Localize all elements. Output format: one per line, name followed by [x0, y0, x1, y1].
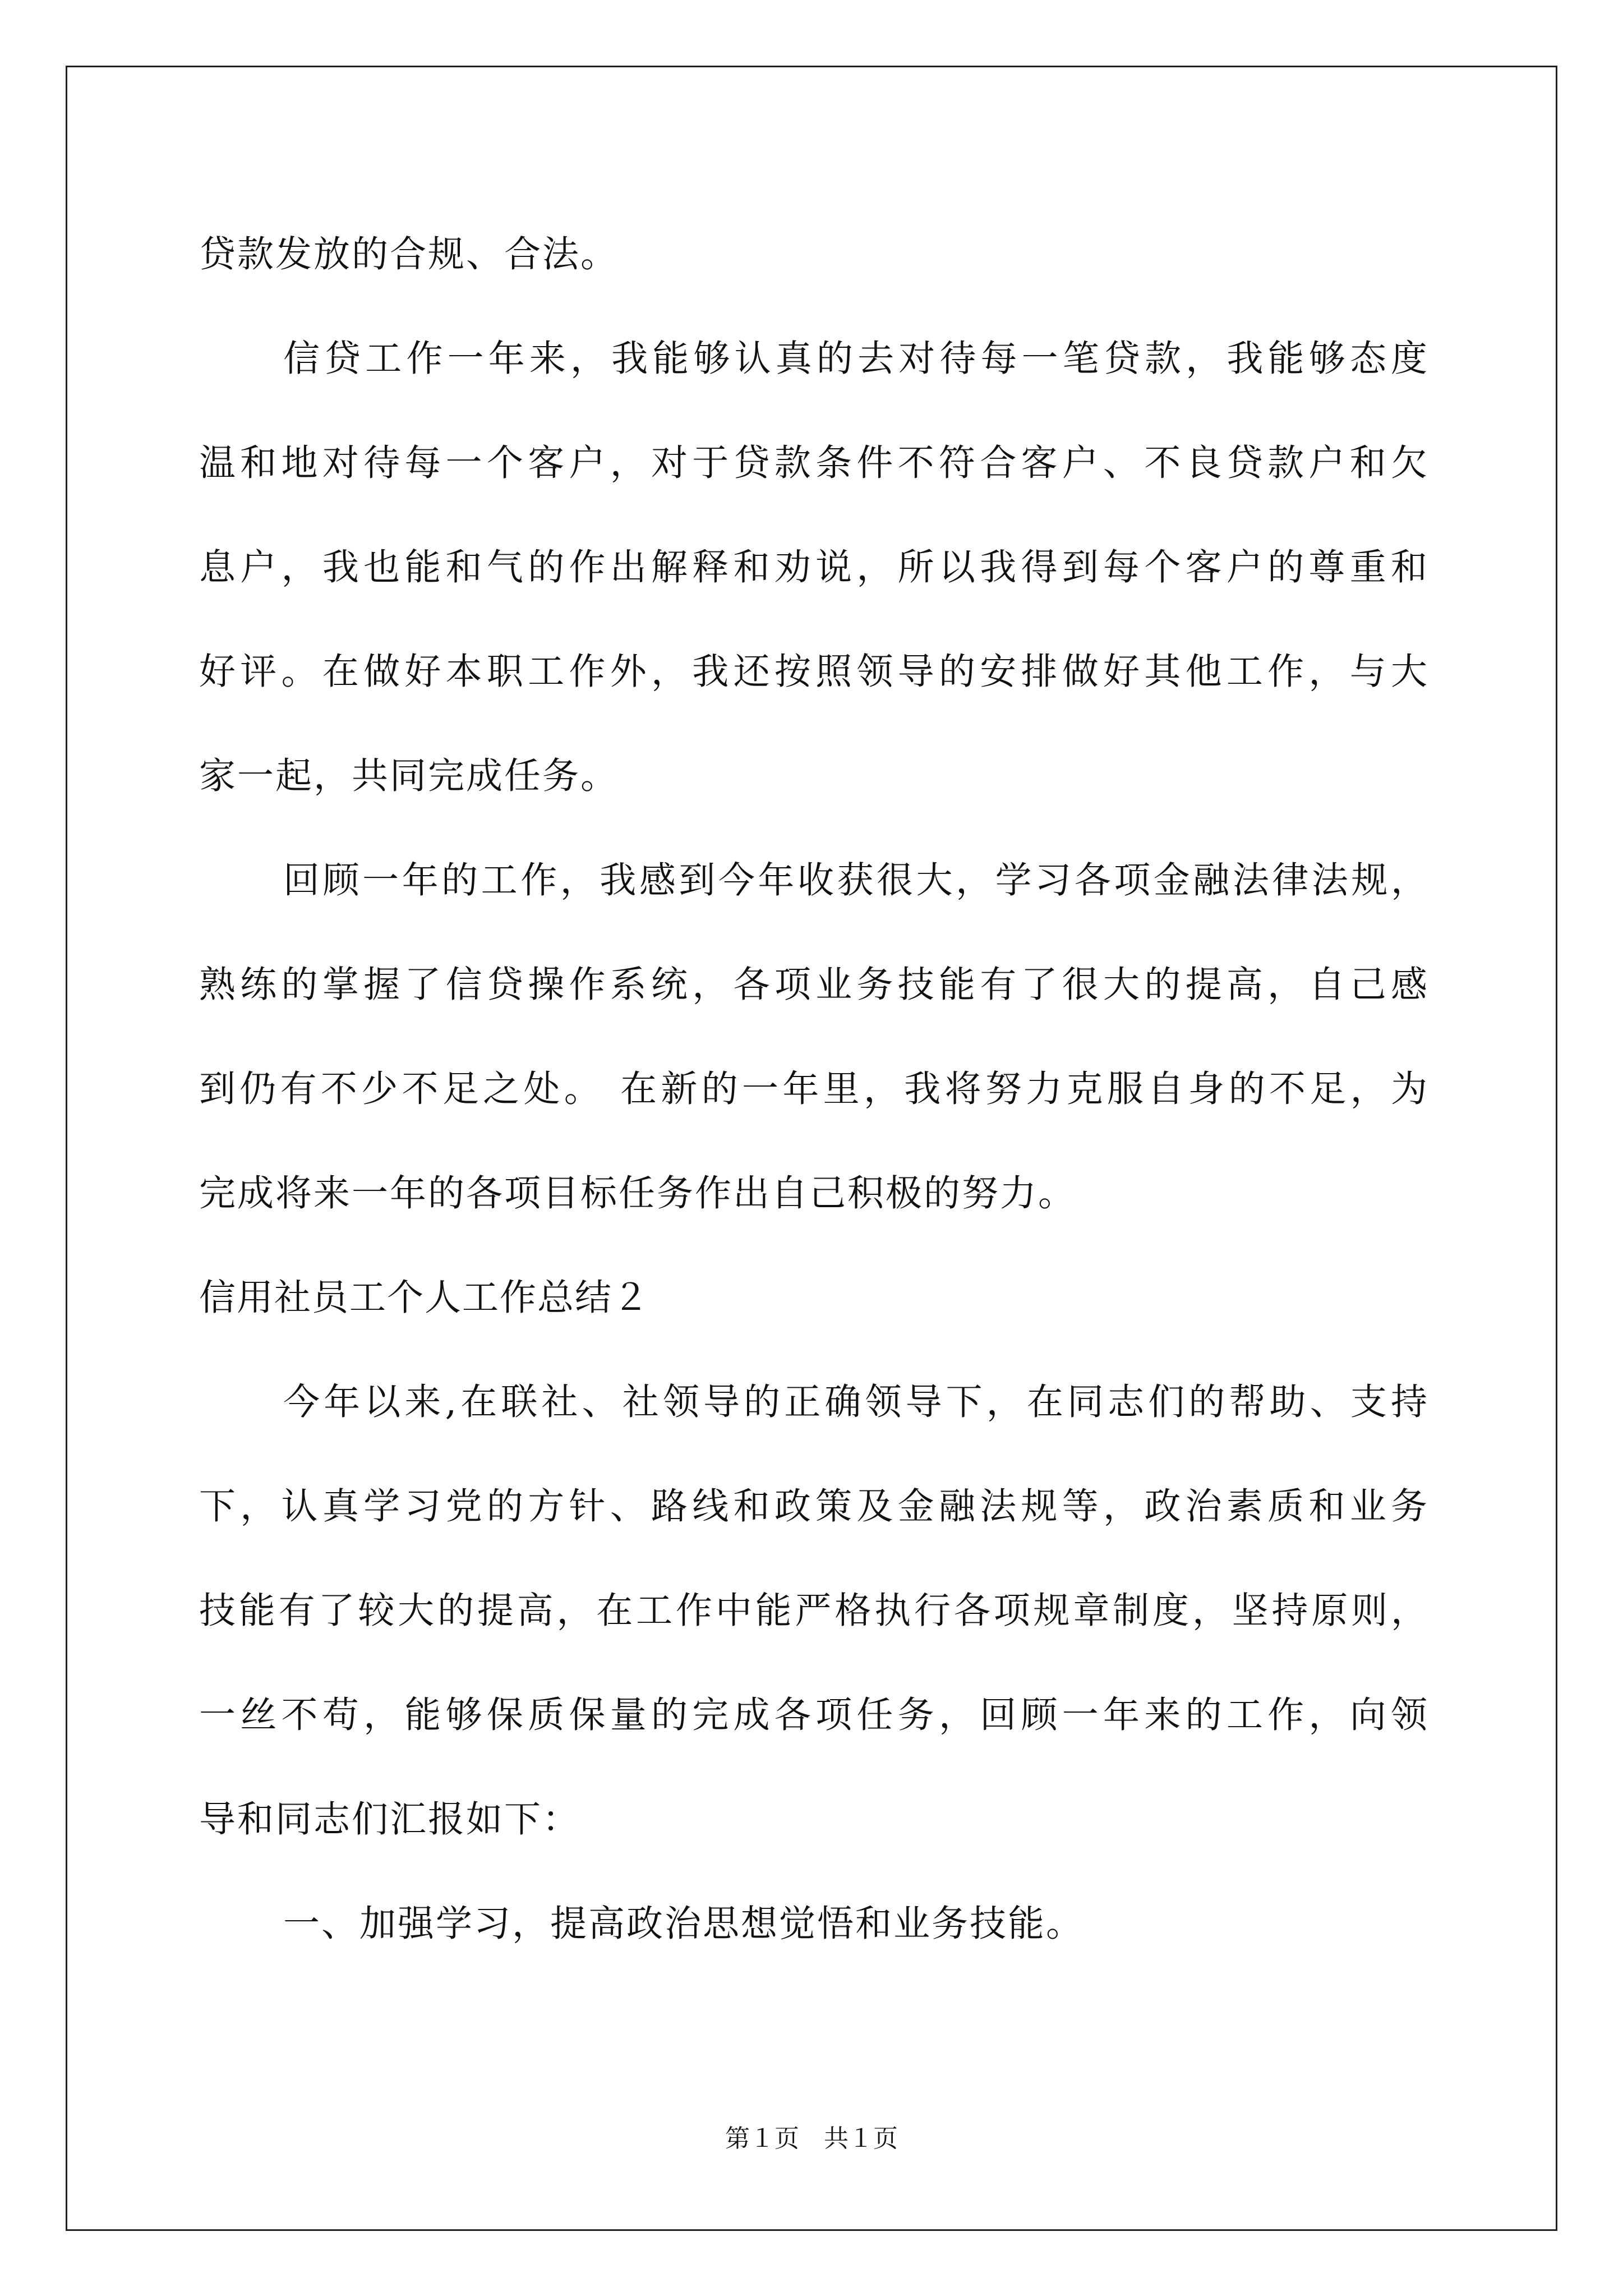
- text-line: 导和同志们汇报如下：: [199, 1798, 581, 1841]
- text-line: 技能有了较大的提高，在工作中能严格执行各项规章制度，坚持原则，: [199, 1590, 1427, 1632]
- text-line: 下，认真学习党的方针、路线和政策及金融法规等，政治素质和业务: [199, 1485, 1427, 1527]
- text-line: 家一起，共同完成任务。: [199, 755, 619, 797]
- text-line: 温和地对待每一个客户，对于贷款条件不符合客户、不良贷款户和欠: [199, 442, 1427, 484]
- text-line: 息户，我也能和气的作出解释和劝说，所以我得到每个客户的尊重和: [199, 546, 1427, 588]
- text-line: 好评。在做好本职工作外，我还按照领导的安排做好其他工作，与大: [199, 651, 1427, 693]
- text-line: 熟练的掌握了信贷操作系统，各项业务技能有了很大的提高，自己感: [199, 964, 1427, 1006]
- page-footer: 第１页 共１页: [725, 2124, 898, 2153]
- section-heading: 信用社员工个人工作总结２: [199, 1277, 651, 1319]
- text-line: 今年以来,在联社、社领导的正确领导下，在同志们的帮助、支持: [283, 1381, 1427, 1423]
- text-line: 完成将来一年的各项目标任务作出自己积极的努力。: [199, 1172, 1077, 1214]
- text-line: 一丝不苟，能够保质保量的完成各项任务，回顾一年来的工作，向领: [199, 1694, 1427, 1736]
- text-line: 信贷工作一年来，我能够认真的去对待每一笔贷款，我能够态度: [283, 338, 1427, 380]
- text-line: 贷款发放的合规、合法。: [199, 233, 619, 275]
- text-line: 到仍有不少不足之处。 在新的一年里，我将努力克服自身的不足，为: [199, 1068, 1427, 1110]
- text-line: 回顾一年的工作，我感到今年收获很大，学习各项金融法律法规，: [283, 859, 1427, 901]
- text-line: 一、加强学习，提高政治思想觉悟和业务技能。: [283, 1903, 1085, 1945]
